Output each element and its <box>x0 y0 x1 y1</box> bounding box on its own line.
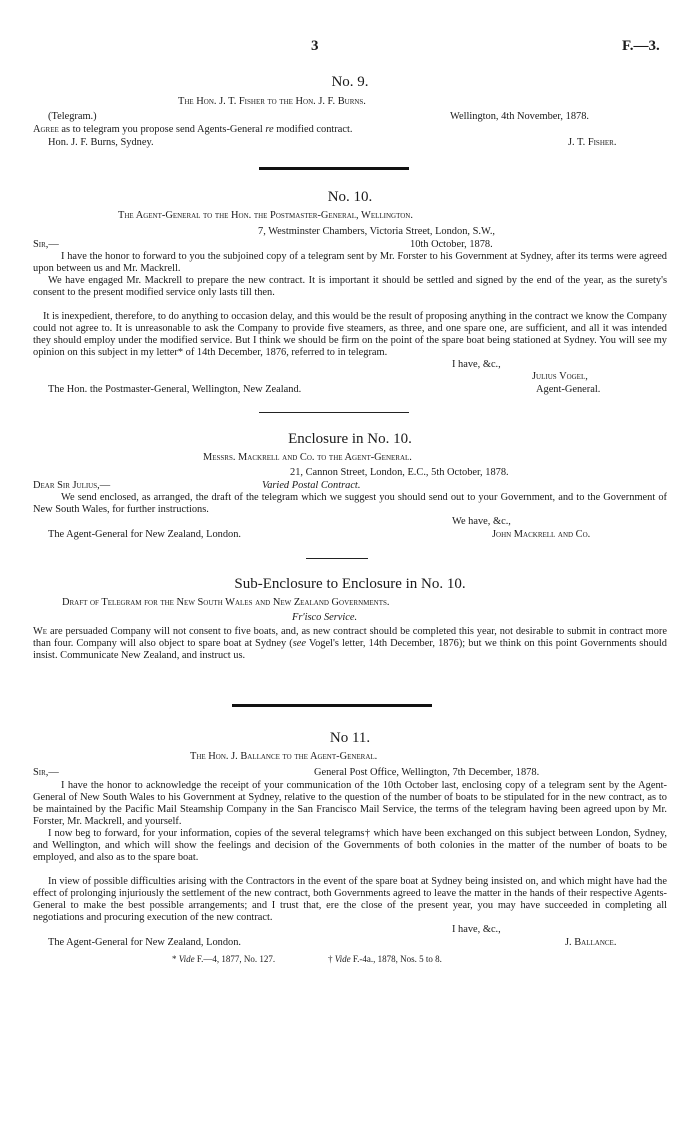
no10-paragraph: It is inexpedient, therefore, to do anything to occasion delay, and this would be the result of proposing anything in the contract we know the Company could not agree to. It is unreasonable to ask the Company to provide five steamers, as three, and one spare one, are sufficient, and all it was intended they should employ under the modified service. But I think we should be firm on the point of the spare boat being stationed at Sydney. You will see my opinion on this subject in my letter* of 14th December, 1876, referred to in telegram. <box>33 311 667 358</box>
no9-body-part: Agree <box>33 124 59 135</box>
no10-heading: No. 10. <box>327 189 373 205</box>
no10-salutation: Sir,— <box>33 239 59 250</box>
no9-signature: J. T. Fisher. <box>568 137 617 148</box>
no11-paragraph: I now beg to forward, for your information, copies of the several telegrams† which have been exchanged on this subject between London, Sydney, and Wellington, and which will show the feelings and decision of the Governments of both colonies in the matter of the number of boats to be employed, and also as to the spare boat. <box>33 828 667 863</box>
enc10-addressee: The Agent-General for New Zealand, London. <box>48 529 242 540</box>
no10-date: 10th October, 1878. <box>410 239 493 250</box>
footnote-vide: Vide <box>178 954 195 964</box>
no9-body <box>33 124 352 136</box>
no9-kind: (Telegram.) <box>48 111 97 122</box>
separator-rule <box>306 558 368 559</box>
footnote-mark: † <box>328 954 335 964</box>
no11-heading: No 11. <box>329 730 371 746</box>
no11-salutation: Sir,— <box>33 767 59 778</box>
enc10-closing: We have, &c., <box>452 516 511 527</box>
no9-addressee: Hon. J. F. Burns, Sydney. <box>48 137 154 148</box>
no10-from-to: The Agent-General to the Hon. the Postmaster-General, Wellington. <box>118 210 413 221</box>
no10-addressee: The Hon. the Postmaster-General, Wellington, New Zealand. <box>48 384 302 395</box>
no11-from-to: The Hon. J. Ballance to the Agent-General. <box>190 751 378 762</box>
enc10-heading: Enclosure in No. 10. <box>288 431 412 447</box>
no11-paragraph: I have the honor to acknowledge the receipt of your communication of the 10th October last, enclosing copy of a telegram sent by the Agent-General of New South Wales to his Government at Sydney, relative to the question of the number of boats to be stipulated for in the new contract, as to be maintained by the Pacific Mail Steamship Company in the San Francisco Mail Service, the terms of the telegram having been agreed upon by Mr. Forster, Mr. Mackrell, and yourself. <box>33 780 667 827</box>
enc10-paragraph: We send enclosed, as arranged, the draft of the telegram which we suggest you should send out to your Government, and to the Government of New South Wales, for further instructions. <box>33 492 667 515</box>
separator-rule <box>259 167 409 170</box>
no11-place-date: General Post Office, Wellington, 7th December, 1878. <box>314 767 540 778</box>
enc10-signature: John Mackrell and Co. <box>492 529 591 540</box>
footnote <box>172 953 275 965</box>
footnote-text: F.—4, 1877, No. 127. <box>194 954 276 964</box>
subenc10-subject: Fr'isco Service. <box>292 612 358 623</box>
no10-paragraph: I have the honor to forward to you the subjoined copy of a telegram sent by Mr. Forster to his Government at Sydney, after its terms were agreed upon between us and Mr. Mackrell. <box>33 251 667 274</box>
no10-sign-title: Agent-General. <box>536 384 601 395</box>
no10-closing: I have, &c., <box>452 359 501 370</box>
no9-heading: No. 9. <box>331 74 369 90</box>
enc10-subject: Varied Postal Contract. <box>262 480 361 491</box>
page-number: 3 <box>311 38 319 54</box>
no10-address: 7, Westminster Chambers, Victoria Street, London, S.W., <box>258 226 496 237</box>
separator-rule <box>259 412 409 413</box>
no9-place-date: Wellington, 4th November, 1878. <box>450 111 589 122</box>
no9-body-part: as to telegram you propose send Agents-General <box>58 124 266 135</box>
no9-from-to: The Hon. J. T. Fisher to the Hon. J. F. Burns. <box>178 96 366 107</box>
subenc10-part: Vogel's letter, 14th December, 1876); but we think on this point Governments should insist. Communicate New Zealand, and instruct us. <box>33 638 667 661</box>
subenc10-part: see <box>292 638 307 649</box>
no11-paragraph: In view of possible difficulties arising with the Contractors in the event of the spare boat at Sydney being insisted on, and which might have had the effect of prolonging injuriously the settlement of the new contract, both Governments agreed to leave the matter in the hands of their respective Agents-General to make the best possible arrangements; and I trust that, ere the close of the present year, you may have succeeded in completing all negotiations and procuring execution of the new contract. <box>33 876 667 923</box>
subenc10-part: are persuaded Company will not consent to five boats, and, as new contract should be completed this year, not desirable to submit in contract more than four. Company will also object to spare boat at Sydney ( <box>33 626 667 649</box>
enc10-from-to: Messrs. Mackrell and Co. to the Agent-General. <box>203 452 412 463</box>
subenc10-heading: Sub-Enclosure to Enclosure in No. 10. <box>234 576 466 592</box>
enc10-salutation: Dear Sir Julius,— <box>33 480 111 491</box>
no11-signature: J. Ballance. <box>565 937 617 948</box>
subenc10-title: Draft of Telegram for the New South Wales and New Zealand Governments. <box>62 597 390 608</box>
separator-rule <box>232 704 432 707</box>
no9-body-part: re <box>265 124 274 135</box>
no10-paragraph: We have engaged Mr. Mackrell to prepare the new contract. It is important it should be settled and signed by the end of the year, as the surety's consent to the present modified service only lasts till then. <box>33 275 667 298</box>
no11-closing: I have, &c., <box>452 924 501 935</box>
footnote-vide: Vide <box>334 954 351 964</box>
subenc10-part: We <box>33 626 48 637</box>
subenc10-paragraph <box>33 626 667 662</box>
document-code: F.—3. <box>622 38 660 54</box>
footnote <box>328 953 442 965</box>
footnote-mark: * <box>172 954 179 964</box>
no9-body-part: modified contract. <box>273 124 353 135</box>
no10-signature: Julius Vogel, <box>532 371 588 382</box>
no11-addressee: The Agent-General for New Zealand, London. <box>48 937 242 948</box>
enc10-address: 21, Cannon Street, London, E.C., 5th October, 1878. <box>290 467 509 478</box>
footnote-text: F.-4a., 1878, Nos. 5 to 8. <box>350 954 442 964</box>
